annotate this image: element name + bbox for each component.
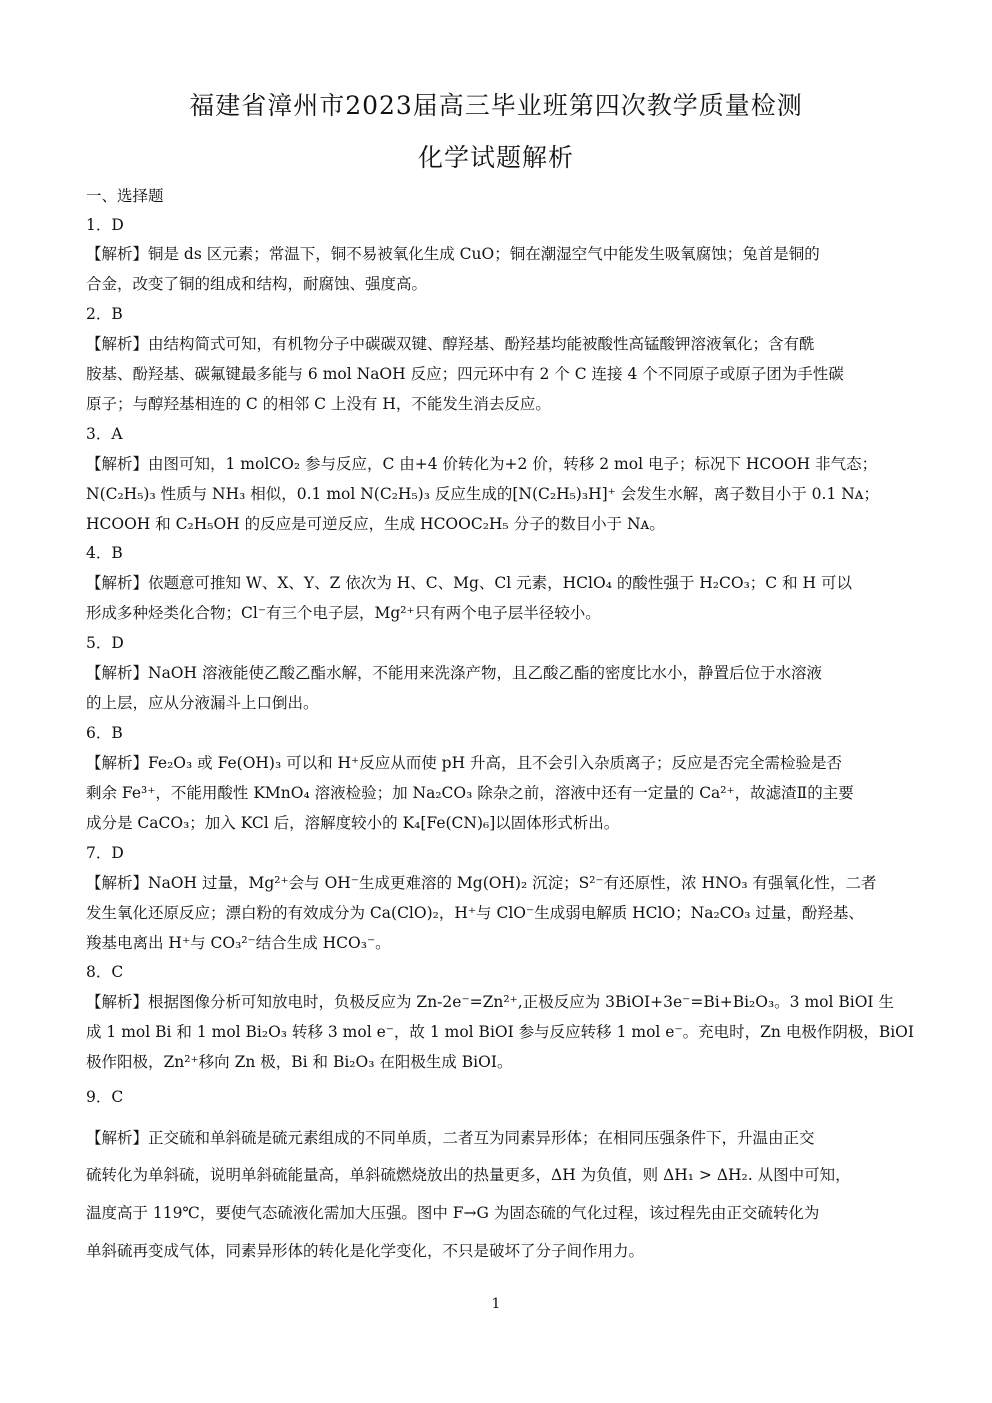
explanation-line: 剩余 Fe³⁺，不能用酸性 KMnO₄ 溶液检验；加 Na₂CO₃ 除杂之前，溶液中还有一定量的 Ca²⁺，故滤渣Ⅱ的主要 bbox=[86, 784, 854, 802]
explanation-line: 【解析】NaOH 溶液能使乙酸乙酯水解，不能用来洗涤产物，且乙酸乙酯的密度比水小，静置后位于水溶液 bbox=[86, 664, 822, 682]
answer-label: 1．D bbox=[86, 216, 124, 234]
explanation-line: 合金，改变了铜的组成和结构，耐腐蚀、强度高。 bbox=[86, 275, 428, 293]
explanation-line: 形成多种烃类化合物；Cl⁻有三个电子层，Mg²⁺只有两个电子层半径较小。 bbox=[86, 604, 601, 622]
explanation-line: 成分是 CaCO₃；加入 KCl 后，溶解度较小的 K₄[Fe(CN)₆]以固体形式析出。 bbox=[86, 814, 620, 832]
explanation-line: 【解析】由图可知，1 molCO₂ 参与反应，C 由+4 价转化为+2 价，转移 2 mol 电子；标况下 HCOOH 非气态； bbox=[86, 455, 878, 473]
explanation-line: 胺基、酚羟基、碳氟键最多能与 6 mol NaOH 反应；四元环中有 2 个 C 连接 4 个不同原子或原子团为手性碳 bbox=[86, 365, 844, 383]
explanation-line: 【解析】依题意可推知 W、X、Y、Z 依次为 H、C、Mg、Cl 元素，HClO₄ 的酸性强于 H₂CO₃；C 和 H 可以 bbox=[86, 574, 852, 592]
answer-label: 3．A bbox=[86, 425, 123, 443]
explanation-line: 成 1 mol Bi 和 1 mol Bi₂O₃ 转移 3 mol e⁻，故 1 mol BiOI 参与反应转移 1 mol e⁻。充电时，Zn 电极作阴极，BiOI bbox=[86, 1023, 915, 1041]
explanation-line: 单斜硫再变成气体，同素异形体的转化是化学变化，不只是破坏了分子间作用力。 bbox=[86, 1242, 645, 1260]
document-subtitle: 化学试题解析 bbox=[417, 143, 574, 172]
explanation-line: 的上层，应从分液漏斗上口倒出。 bbox=[86, 694, 319, 712]
page-number: 1 bbox=[491, 1296, 501, 1312]
explanation-line: 发生氧化还原反应；漂白粉的有效成分为 Ca(ClO)₂，H⁺与 ClO⁻生成弱电解质 HClO；Na₂CO₃ 过量，酚羟基、 bbox=[86, 904, 864, 922]
explanation-line: 硫转化为单斜硫，说明单斜硫能量高，单斜硫燃烧放出的热量更多，ΔH 为负值，则 ΔH₁ > ΔH₂. 从图中可知， bbox=[86, 1166, 851, 1184]
answer-label: 9．C bbox=[86, 1088, 124, 1106]
explanation-line: 【解析】Fe₂O₃ 或 Fe(OH)₃ 可以和 H⁺反应从而使 pH 升高，且不会引入杂质离子；反应是否完全需检验是否 bbox=[86, 754, 843, 772]
document-title: 福建省漳州市2023届高三毕业班第四次教学质量检测 bbox=[189, 91, 803, 120]
answer-label: 2．B bbox=[86, 305, 123, 323]
explanation-line: 【解析】由结构简式可知，有机物分子中碳碳双键、醇羟基、酚羟基均能被酸性高锰酸钾溶液氧化；含有酰 bbox=[86, 335, 815, 353]
answer-label: 4．B bbox=[86, 544, 123, 562]
explanation-line: 羧基电离出 H⁺与 CO₃²⁻结合生成 HCO₃⁻。 bbox=[86, 934, 391, 952]
explanation-line: HCOOH 和 C₂H₅OH 的反应是可逆反应，生成 HCOOC₂H₅ 分子的数目小于 Nᴀ。 bbox=[86, 515, 665, 533]
explanation-line: 极作阳极，Zn²⁺移向 Zn 极，Bi 和 Bi₂O₃ 在阳极生成 BiOI。 bbox=[86, 1053, 513, 1071]
explanation-line: 【解析】根据图像分析可知放电时，负极反应为 Zn-2e⁻=Zn²⁺,正极反应为 3BiOI+3e⁻=Bi+Bi₂O₃。3 mol BiOI 生 bbox=[86, 993, 894, 1011]
answer-label: 8．C bbox=[86, 963, 124, 981]
explanation-line: 原子；与醇羟基相连的 C 的相邻 C 上没有 H，不能发生消去反应。 bbox=[86, 395, 551, 413]
explanation-line: 温度高于 119℃，要使气态硫液化需加大压强。图中 F→G 为固态硫的气化过程，该过程先由正交硫转化为 bbox=[86, 1204, 820, 1222]
answer-label: 7．D bbox=[86, 844, 124, 862]
section-heading: 一、选择题 bbox=[86, 187, 164, 205]
explanation-line: 【解析】NaOH 过量，Mg²⁺会与 OH⁻生成更难溶的 Mg(OH)₂ 沉淀；S²⁻有还原性，浓 HNO₃ 有强氧化性，二者 bbox=[86, 874, 877, 892]
explanation-line: N(C₂H₅)₃ 性质与 NH₃ 相似，0.1 mol N(C₂H₅)₃ 反应生成的[N(C₂H₅)₃H]⁺ 会发生水解，离子数目小于 0.1 Nᴀ； bbox=[86, 485, 880, 503]
answer-label: 6．B bbox=[86, 724, 123, 742]
answer-label: 5．D bbox=[86, 634, 124, 652]
explanation-line: 【解析】铜是 ds 区元素；常温下，铜不易被氧化生成 CuO；铜在潮湿空气中能发生吸氧腐蚀；兔首是铜的 bbox=[86, 245, 820, 263]
explanation-line: 【解析】正交硫和单斜硫是硫元素组成的不同单质，二者互为同素异形体；在相同压强条件下，升温由正交 bbox=[86, 1129, 815, 1147]
